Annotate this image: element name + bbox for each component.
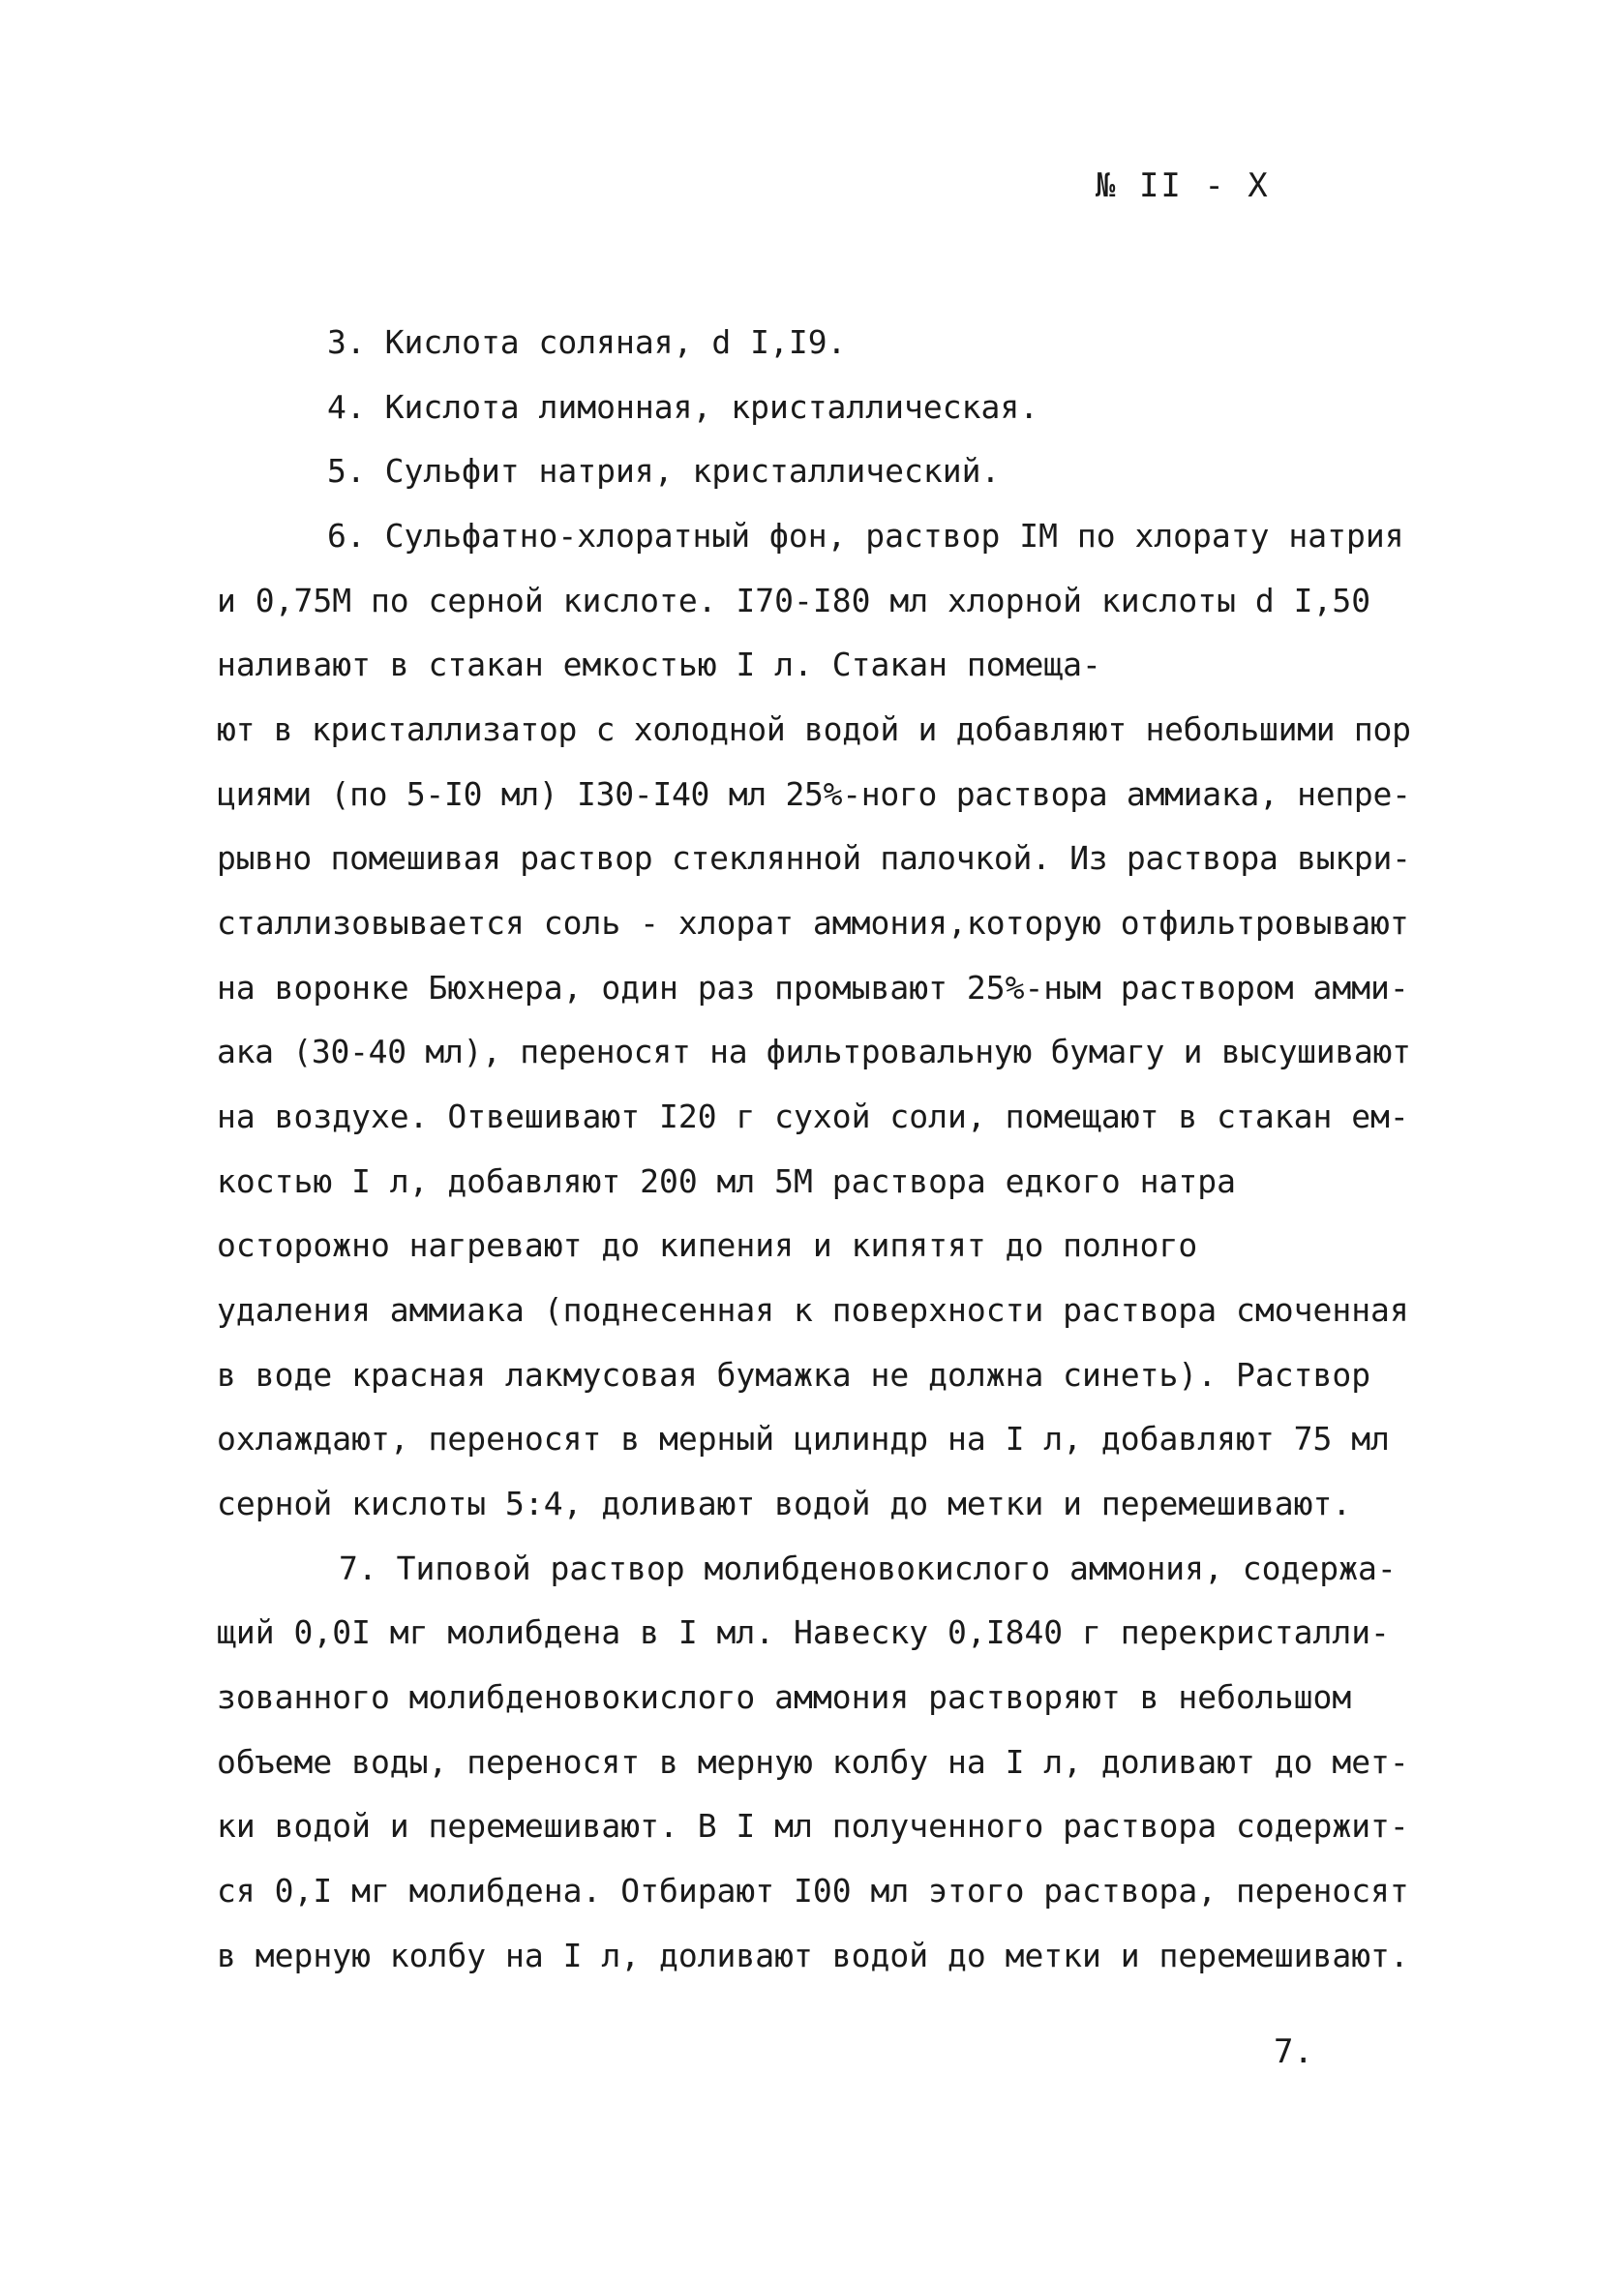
text-line: серной кислоты 5:4, доливают водой до метки и перемешивают. bbox=[217, 1485, 1352, 1522]
text-line: зованного молибденовокислого аммония растворяют в небольшом bbox=[217, 1678, 1352, 1716]
text-line: сталлизовывается соль - хлорат аммония,которую отфильтровывают bbox=[217, 904, 1409, 942]
text-line: циями (по 5-I0 мл) I30-I40 мл 25%-ного раствора аммиака, непре- bbox=[217, 775, 1411, 813]
text-line: 7. Типовой раствор молибденовокислого аммония, содержа- bbox=[339, 1550, 1397, 1587]
text-line: 6. Сульфатно-хлоратный фон, раствор IM по хлорату натрия bbox=[327, 517, 1404, 555]
text-line: ся 0,I мг молибдена. Отбирают I00 мл этого раствора, переносят bbox=[217, 1872, 1409, 1910]
document-number: № II - X bbox=[1096, 166, 1270, 205]
text-line: ки водой и перемешивают. В I мл полученного раствора содержит- bbox=[217, 1807, 1409, 1845]
page-number: 7. bbox=[1274, 2032, 1313, 2071]
text-line: 5. Сульфит натрия, кристаллический. bbox=[327, 452, 1001, 490]
text-line: на воздухе. Отвешивают I20 г сухой соли, помещают в стакан ем- bbox=[217, 1098, 1409, 1135]
text-line: на воронке Бюхнера, один раз промывают 25%-ным раствором амми- bbox=[217, 969, 1409, 1007]
text-line: ака (30-40 мл), переносят на фильтровальную бумагу и высушивают bbox=[217, 1033, 1411, 1070]
text-line: щий 0,0I мг молибдена в I мл. Навеску 0,I840 г перекристалли- bbox=[217, 1613, 1390, 1651]
text-line: 4. Кислота лимонная, кристаллическая. bbox=[327, 388, 1039, 426]
text-line: объеме воды, переносят в мерную колбу на I л, доливают до мет- bbox=[217, 1743, 1409, 1781]
text-line: наливают в стакан емкостью I л. Стакан помеща- bbox=[217, 646, 1101, 683]
text-line: осторожно нагревают до кипения и кипятят до полного bbox=[217, 1226, 1198, 1264]
text-line: охлаждают, переносят в мерный цилиндр на I л, добавляют 75 мл bbox=[217, 1420, 1390, 1458]
text-line: и 0,75М по серной кислоте. I70-I80 мл хлорной кислоты d I,50 bbox=[217, 582, 1371, 619]
text-line: удаления аммиака (поднесенная к поверхности раствора смоченная bbox=[217, 1291, 1409, 1329]
text-line: ют в кристаллизатор с холодной водой и добавляют небольшими пор bbox=[217, 710, 1411, 748]
text-line: в воде красная лакмусовая бумажка не должна синеть). Раствор bbox=[217, 1356, 1371, 1394]
text-line: 3. Кислота соляная, d I,I9. bbox=[327, 323, 847, 361]
text-line: костью I л, добавляют 200 мл 5М раствора едкого натра bbox=[217, 1162, 1236, 1200]
text-line: в мерную колбу на I л, доливают водой до метки и перемешивают. bbox=[217, 1937, 1409, 1974]
text-line: рывно помешивая раствор стеклянной палочкой. Из раствора выкри- bbox=[217, 839, 1411, 877]
